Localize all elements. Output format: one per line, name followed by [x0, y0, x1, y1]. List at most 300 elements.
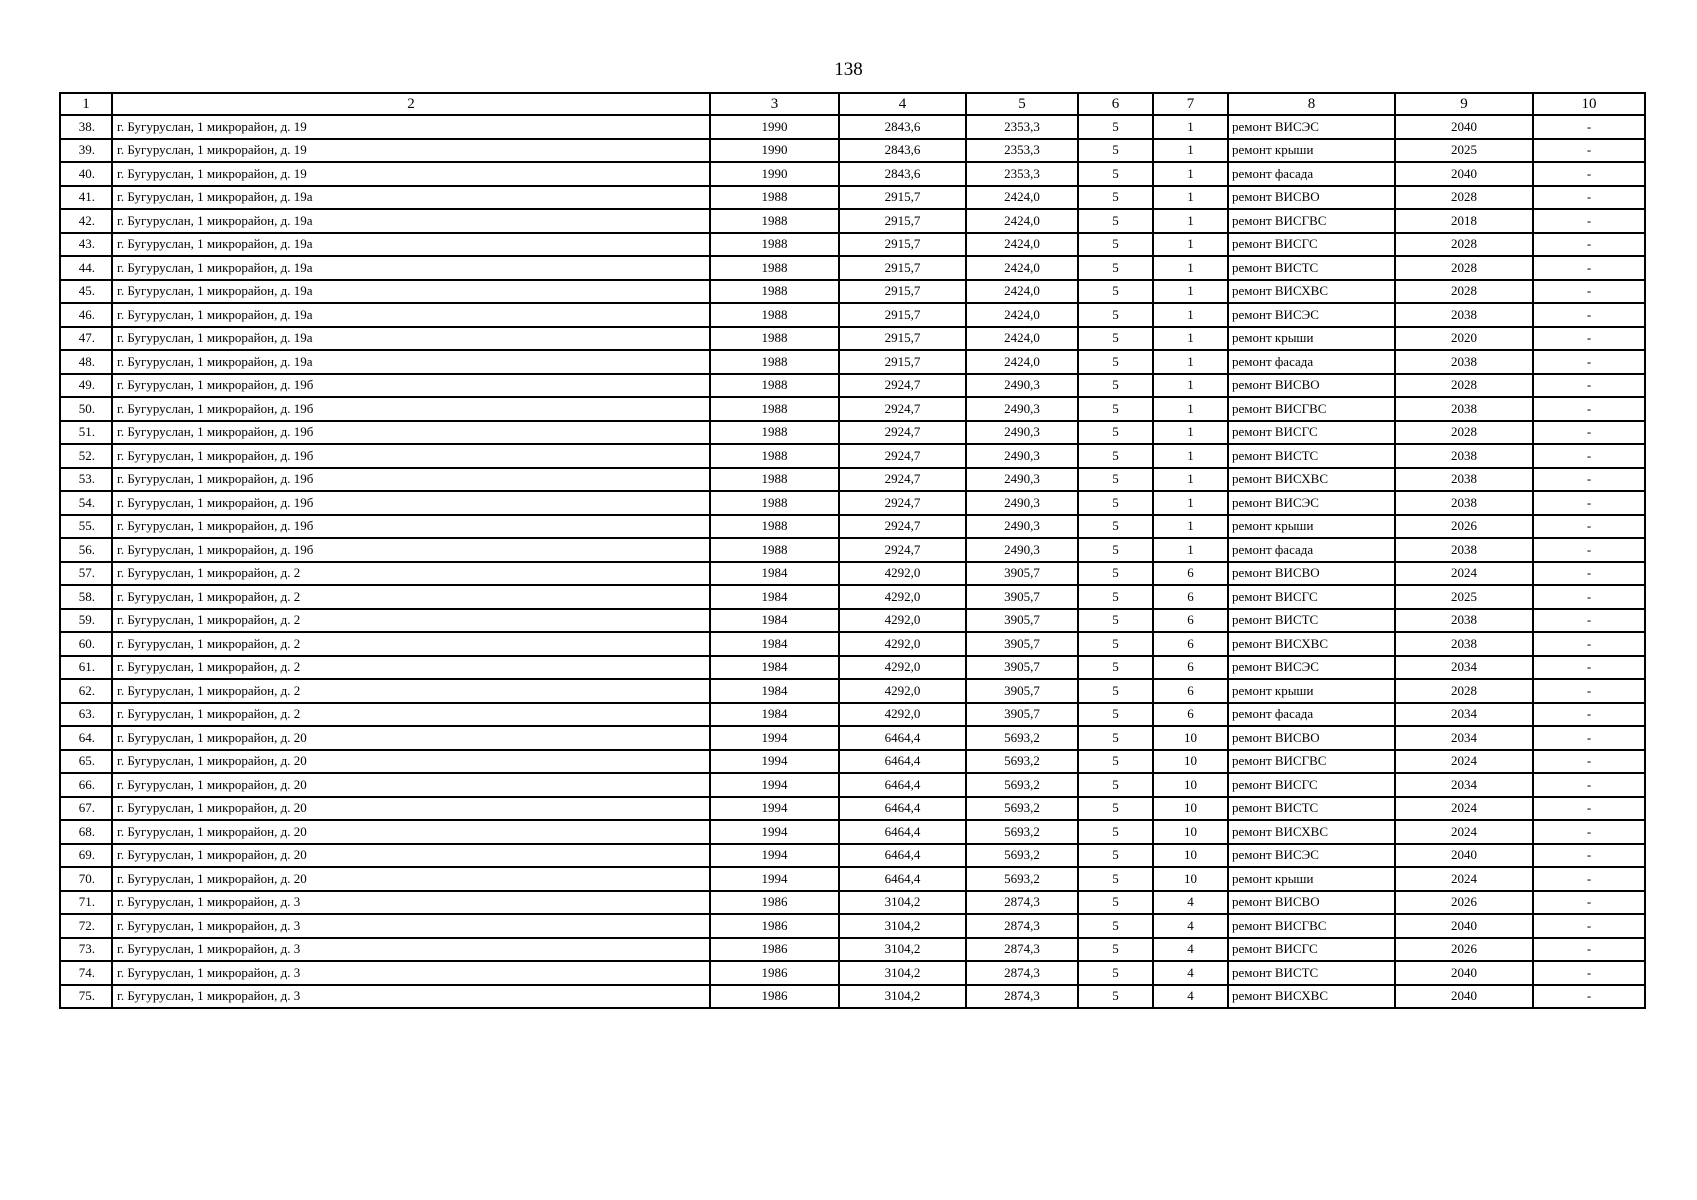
note-cell: -	[1533, 820, 1645, 844]
planned-year-cell: 2024	[1395, 867, 1533, 891]
repair-type-cell: ремонт ВИСВО	[1228, 891, 1395, 915]
floors-cell: 5	[1078, 397, 1153, 421]
floors-cell: 5	[1078, 280, 1153, 304]
floors-cell: 5	[1078, 209, 1153, 233]
column-header-5: 5	[966, 93, 1078, 115]
floors-cell: 5	[1078, 350, 1153, 374]
total-area-cell: 4292,0	[839, 632, 966, 656]
table-row	[60, 562, 1645, 586]
planned-year-cell: 2034	[1395, 703, 1533, 727]
row-number-cell: 68.	[60, 820, 112, 844]
note-cell: -	[1533, 773, 1645, 797]
table-row	[60, 468, 1645, 492]
year-built-cell: 1988	[710, 209, 839, 233]
entrances-cell: 6	[1153, 585, 1228, 609]
note-cell: -	[1533, 938, 1645, 962]
living-area-cell: 5693,2	[966, 820, 1078, 844]
row-number-cell: 70.	[60, 867, 112, 891]
column-header-8: 8	[1228, 93, 1395, 115]
total-area-cell: 3104,2	[839, 938, 966, 962]
address-cell: г. Бугуруслан, 1 микрорайон, д. 19а	[112, 209, 710, 233]
year-built-cell: 1988	[710, 421, 839, 445]
floors-cell: 5	[1078, 656, 1153, 680]
row-number-cell: 56.	[60, 538, 112, 562]
entrances-cell: 1	[1153, 209, 1228, 233]
note-cell: -	[1533, 656, 1645, 680]
address-cell: г. Бугуруслан, 1 микрорайон, д. 20	[112, 844, 710, 868]
total-area-cell: 2915,7	[839, 209, 966, 233]
planned-year-cell: 2025	[1395, 139, 1533, 163]
floors-cell: 5	[1078, 256, 1153, 280]
row-number-cell: 58.	[60, 585, 112, 609]
floors-cell: 5	[1078, 773, 1153, 797]
address-cell: г. Бугуруслан, 1 микрорайон, д. 3	[112, 891, 710, 915]
address-cell: г. Бугуруслан, 1 микрорайон, д. 19а	[112, 350, 710, 374]
address-cell: г. Бугуруслан, 1 микрорайон, д. 20	[112, 773, 710, 797]
address-cell: г. Бугуруслан, 1 микрорайон, д. 3	[112, 914, 710, 938]
entrances-cell: 1	[1153, 115, 1228, 139]
planned-year-cell: 2028	[1395, 280, 1533, 304]
note-cell: -	[1533, 726, 1645, 750]
living-area-cell: 2490,3	[966, 444, 1078, 468]
row-number-cell: 71.	[60, 891, 112, 915]
planned-year-cell: 2024	[1395, 820, 1533, 844]
repair-type-cell: ремонт ВИСХВС	[1228, 632, 1395, 656]
repair-type-cell: ремонт крыши	[1228, 327, 1395, 351]
total-area-cell: 6464,4	[839, 773, 966, 797]
floors-cell: 5	[1078, 961, 1153, 985]
entrances-cell: 4	[1153, 961, 1228, 985]
table-row	[60, 491, 1645, 515]
note-cell: -	[1533, 139, 1645, 163]
floors-cell: 5	[1078, 703, 1153, 727]
planned-year-cell: 2038	[1395, 491, 1533, 515]
row-number-cell: 51.	[60, 421, 112, 445]
repair-type-cell: ремонт ВИСТС	[1228, 961, 1395, 985]
address-cell: г. Бугуруслан, 1 микрорайон, д. 2	[112, 585, 710, 609]
year-built-cell: 1988	[710, 233, 839, 257]
address-cell: г. Бугуруслан, 1 микрорайон, д. 19б	[112, 538, 710, 562]
repair-type-cell: ремонт крыши	[1228, 139, 1395, 163]
entrances-cell: 1	[1153, 397, 1228, 421]
row-number-cell: 67.	[60, 797, 112, 821]
address-cell: г. Бугуруслан, 1 микрорайон, д. 19б	[112, 374, 710, 398]
address-cell: г. Бугуруслан, 1 микрорайон, д. 19б	[112, 444, 710, 468]
address-cell: г. Бугуруслан, 1 микрорайон, д. 19б	[112, 491, 710, 515]
planned-year-cell: 2038	[1395, 397, 1533, 421]
floors-cell: 5	[1078, 820, 1153, 844]
repair-type-cell: ремонт ВИСТС	[1228, 256, 1395, 280]
entrances-cell: 10	[1153, 820, 1228, 844]
total-area-cell: 6464,4	[839, 867, 966, 891]
note-cell: -	[1533, 538, 1645, 562]
planned-year-cell: 2034	[1395, 656, 1533, 680]
address-cell: г. Бугуруслан, 1 микрорайон, д. 20	[112, 820, 710, 844]
planned-year-cell: 2026	[1395, 891, 1533, 915]
address-cell: г. Бугуруслан, 1 микрорайон, д. 19а	[112, 303, 710, 327]
row-number-cell: 38.	[60, 115, 112, 139]
living-area-cell: 3905,7	[966, 609, 1078, 633]
living-area-cell: 2424,0	[966, 303, 1078, 327]
total-area-cell: 2924,7	[839, 397, 966, 421]
row-number-cell: 55.	[60, 515, 112, 539]
row-number-cell: 43.	[60, 233, 112, 257]
address-cell: г. Бугуруслан, 1 микрорайон, д. 19а	[112, 233, 710, 257]
table-row	[60, 703, 1645, 727]
planned-year-cell: 2020	[1395, 327, 1533, 351]
note-cell: -	[1533, 350, 1645, 374]
year-built-cell: 1994	[710, 773, 839, 797]
entrances-cell: 1	[1153, 468, 1228, 492]
planned-year-cell: 2034	[1395, 773, 1533, 797]
planned-year-cell: 2040	[1395, 844, 1533, 868]
row-number-cell: 72.	[60, 914, 112, 938]
row-number-cell: 75.	[60, 985, 112, 1009]
entrances-cell: 4	[1153, 914, 1228, 938]
note-cell: -	[1533, 468, 1645, 492]
entrances-cell: 1	[1153, 515, 1228, 539]
year-built-cell: 1984	[710, 679, 839, 703]
note-cell: -	[1533, 867, 1645, 891]
address-cell: г. Бугуруслан, 1 микрорайон, д. 2	[112, 609, 710, 633]
row-number-cell: 42.	[60, 209, 112, 233]
total-area-cell: 2915,7	[839, 233, 966, 257]
entrances-cell: 1	[1153, 491, 1228, 515]
floors-cell: 5	[1078, 632, 1153, 656]
repair-type-cell: ремонт ВИСВО	[1228, 374, 1395, 398]
repair-type-cell: ремонт ВИСХВС	[1228, 820, 1395, 844]
note-cell: -	[1533, 374, 1645, 398]
address-cell: г. Бугуруслан, 1 микрорайон, д. 19	[112, 162, 710, 186]
living-area-cell: 2353,3	[966, 139, 1078, 163]
living-area-cell: 2424,0	[966, 209, 1078, 233]
row-number-cell: 64.	[60, 726, 112, 750]
living-area-cell: 5693,2	[966, 726, 1078, 750]
living-area-cell: 2490,3	[966, 515, 1078, 539]
living-area-cell: 2874,3	[966, 961, 1078, 985]
year-built-cell: 1994	[710, 820, 839, 844]
table-row	[60, 914, 1645, 938]
year-built-cell: 1988	[710, 515, 839, 539]
planned-year-cell: 2028	[1395, 421, 1533, 445]
repair-type-cell: ремонт ВИСХВС	[1228, 468, 1395, 492]
table-row	[60, 797, 1645, 821]
table-row	[60, 585, 1645, 609]
table-row	[60, 820, 1645, 844]
total-area-cell: 2843,6	[839, 139, 966, 163]
total-area-cell: 2843,6	[839, 115, 966, 139]
year-built-cell: 1994	[710, 726, 839, 750]
floors-cell: 5	[1078, 303, 1153, 327]
note-cell: -	[1533, 327, 1645, 351]
floors-cell: 5	[1078, 938, 1153, 962]
row-number-cell: 65.	[60, 750, 112, 774]
table-row	[60, 750, 1645, 774]
repair-type-cell: ремонт ВИСВО	[1228, 726, 1395, 750]
floors-cell: 5	[1078, 726, 1153, 750]
living-area-cell: 2424,0	[966, 280, 1078, 304]
note-cell: -	[1533, 491, 1645, 515]
living-area-cell: 2874,3	[966, 914, 1078, 938]
table-row	[60, 162, 1645, 186]
column-header-1: 1	[60, 93, 112, 115]
entrances-cell: 1	[1153, 303, 1228, 327]
total-area-cell: 4292,0	[839, 679, 966, 703]
planned-year-cell: 2028	[1395, 374, 1533, 398]
table-body	[60, 115, 1645, 1008]
entrances-cell: 10	[1153, 773, 1228, 797]
table-row	[60, 656, 1645, 680]
total-area-cell: 4292,0	[839, 703, 966, 727]
table-row	[60, 280, 1645, 304]
total-area-cell: 2915,7	[839, 350, 966, 374]
table-row	[60, 609, 1645, 633]
table-row	[60, 303, 1645, 327]
year-built-cell: 1988	[710, 538, 839, 562]
year-built-cell: 1984	[710, 585, 839, 609]
repair-type-cell: ремонт ВИСГВС	[1228, 209, 1395, 233]
planned-year-cell: 2040	[1395, 961, 1533, 985]
address-cell: г. Бугуруслан, 1 микрорайон, д. 19	[112, 139, 710, 163]
floors-cell: 5	[1078, 491, 1153, 515]
entrances-cell: 1	[1153, 538, 1228, 562]
address-cell: г. Бугуруслан, 1 микрорайон, д. 19а	[112, 280, 710, 304]
repair-type-cell: ремонт ВИСЭС	[1228, 491, 1395, 515]
floors-cell: 5	[1078, 327, 1153, 351]
total-area-cell: 3104,2	[839, 985, 966, 1009]
row-number-cell: 74.	[60, 961, 112, 985]
entrances-cell: 4	[1153, 938, 1228, 962]
row-number-cell: 60.	[60, 632, 112, 656]
address-cell: г. Бугуруслан, 1 микрорайон, д. 19а	[112, 327, 710, 351]
total-area-cell: 4292,0	[839, 609, 966, 633]
repair-type-cell: ремонт ВИСВО	[1228, 186, 1395, 210]
living-area-cell: 3905,7	[966, 679, 1078, 703]
living-area-cell: 3905,7	[966, 585, 1078, 609]
note-cell: -	[1533, 562, 1645, 586]
entrances-cell: 10	[1153, 844, 1228, 868]
note-cell: -	[1533, 844, 1645, 868]
year-built-cell: 1990	[710, 162, 839, 186]
row-number-cell: 57.	[60, 562, 112, 586]
row-number-cell: 40.	[60, 162, 112, 186]
planned-year-cell: 2038	[1395, 303, 1533, 327]
note-cell: -	[1533, 115, 1645, 139]
row-number-cell: 66.	[60, 773, 112, 797]
table-row	[60, 679, 1645, 703]
planned-year-cell: 2028	[1395, 679, 1533, 703]
year-built-cell: 1986	[710, 961, 839, 985]
planned-year-cell: 2040	[1395, 985, 1533, 1009]
table-row	[60, 397, 1645, 421]
year-built-cell: 1988	[710, 374, 839, 398]
planned-year-cell: 2038	[1395, 444, 1533, 468]
column-header-9: 9	[1395, 93, 1533, 115]
planned-year-cell: 2024	[1395, 562, 1533, 586]
planned-year-cell: 2026	[1395, 938, 1533, 962]
planned-year-cell: 2034	[1395, 726, 1533, 750]
total-area-cell: 2924,7	[839, 515, 966, 539]
page-number: 138	[834, 59, 863, 80]
repair-type-cell: ремонт ВИСГВС	[1228, 914, 1395, 938]
note-cell: -	[1533, 209, 1645, 233]
year-built-cell: 1990	[710, 115, 839, 139]
repair-type-cell: ремонт ВИСГС	[1228, 773, 1395, 797]
repair-type-cell: ремонт ВИСГС	[1228, 585, 1395, 609]
floors-cell: 5	[1078, 797, 1153, 821]
living-area-cell: 3905,7	[966, 562, 1078, 586]
table-header-row	[60, 93, 1645, 115]
repair-type-cell: ремонт крыши	[1228, 515, 1395, 539]
repair-type-cell: ремонт фасада	[1228, 538, 1395, 562]
note-cell: -	[1533, 750, 1645, 774]
repair-type-cell: ремонт ВИСГВС	[1228, 750, 1395, 774]
row-number-cell: 53.	[60, 468, 112, 492]
living-area-cell: 2424,0	[966, 233, 1078, 257]
note-cell: -	[1533, 703, 1645, 727]
living-area-cell: 5693,2	[966, 844, 1078, 868]
table-row	[60, 538, 1645, 562]
floors-cell: 5	[1078, 374, 1153, 398]
row-number-cell: 39.	[60, 139, 112, 163]
total-area-cell: 3104,2	[839, 914, 966, 938]
column-header-6: 6	[1078, 93, 1153, 115]
row-number-cell: 63.	[60, 703, 112, 727]
address-cell: г. Бугуруслан, 1 микрорайон, д. 19б	[112, 515, 710, 539]
living-area-cell: 2490,3	[966, 491, 1078, 515]
table-row	[60, 139, 1645, 163]
repair-type-cell: ремонт ВИСГС	[1228, 233, 1395, 257]
address-cell: г. Бугуруслан, 1 микрорайон, д. 3	[112, 961, 710, 985]
note-cell: -	[1533, 679, 1645, 703]
repair-type-cell: ремонт ВИСГС	[1228, 938, 1395, 962]
address-cell: г. Бугуруслан, 1 микрорайон, д. 2	[112, 703, 710, 727]
address-cell: г. Бугуруслан, 1 микрорайон, д. 20	[112, 867, 710, 891]
living-area-cell: 2874,3	[966, 938, 1078, 962]
table-row	[60, 632, 1645, 656]
entrances-cell: 6	[1153, 656, 1228, 680]
note-cell: -	[1533, 914, 1645, 938]
total-area-cell: 2915,7	[839, 327, 966, 351]
floors-cell: 5	[1078, 186, 1153, 210]
year-built-cell: 1986	[710, 891, 839, 915]
table-row	[60, 985, 1645, 1009]
living-area-cell: 3905,7	[966, 632, 1078, 656]
living-area-cell: 2874,3	[966, 985, 1078, 1009]
total-area-cell: 2915,7	[839, 303, 966, 327]
row-number-cell: 47.	[60, 327, 112, 351]
entrances-cell: 10	[1153, 867, 1228, 891]
floors-cell: 5	[1078, 233, 1153, 257]
floors-cell: 5	[1078, 139, 1153, 163]
planned-year-cell: 2024	[1395, 750, 1533, 774]
repair-type-cell: ремонт ВИСТС	[1228, 444, 1395, 468]
living-area-cell: 5693,2	[966, 750, 1078, 774]
living-area-cell: 2424,0	[966, 350, 1078, 374]
living-area-cell: 2424,0	[966, 186, 1078, 210]
table-row	[60, 867, 1645, 891]
entrances-cell: 10	[1153, 797, 1228, 821]
note-cell: -	[1533, 515, 1645, 539]
table-row	[60, 327, 1645, 351]
row-number-cell: 46.	[60, 303, 112, 327]
entrances-cell: 4	[1153, 891, 1228, 915]
note-cell: -	[1533, 421, 1645, 445]
entrances-cell: 1	[1153, 139, 1228, 163]
address-cell: г. Бугуруслан, 1 микрорайон, д. 20	[112, 797, 710, 821]
table-row	[60, 115, 1645, 139]
row-number-cell: 41.	[60, 186, 112, 210]
address-cell: г. Бугуруслан, 1 микрорайон, д. 19б	[112, 421, 710, 445]
planned-year-cell: 2038	[1395, 468, 1533, 492]
address-cell: г. Бугуруслан, 1 микрорайон, д. 3	[112, 985, 710, 1009]
entrances-cell: 1	[1153, 374, 1228, 398]
planned-year-cell: 2038	[1395, 632, 1533, 656]
living-area-cell: 2490,3	[966, 374, 1078, 398]
planned-year-cell: 2028	[1395, 186, 1533, 210]
table-row	[60, 938, 1645, 962]
entrances-cell: 1	[1153, 233, 1228, 257]
total-area-cell: 2924,7	[839, 444, 966, 468]
total-area-cell: 3104,2	[839, 891, 966, 915]
year-built-cell: 1988	[710, 444, 839, 468]
address-cell: г. Бугуруслан, 1 микрорайон, д. 19б	[112, 397, 710, 421]
total-area-cell: 4292,0	[839, 562, 966, 586]
year-built-cell: 1986	[710, 938, 839, 962]
planned-year-cell: 2040	[1395, 914, 1533, 938]
total-area-cell: 6464,4	[839, 750, 966, 774]
floors-cell: 5	[1078, 538, 1153, 562]
total-area-cell: 2924,7	[839, 468, 966, 492]
planned-year-cell: 2018	[1395, 209, 1533, 233]
floors-cell: 5	[1078, 115, 1153, 139]
floors-cell: 5	[1078, 444, 1153, 468]
table-row	[60, 844, 1645, 868]
repair-type-cell: ремонт фасада	[1228, 703, 1395, 727]
row-number-cell: 73.	[60, 938, 112, 962]
year-built-cell: 1984	[710, 562, 839, 586]
address-cell: г. Бугуруслан, 1 микрорайон, д. 2	[112, 656, 710, 680]
note-cell: -	[1533, 891, 1645, 915]
note-cell: -	[1533, 797, 1645, 821]
table-row	[60, 773, 1645, 797]
year-built-cell: 1994	[710, 844, 839, 868]
planned-year-cell: 2028	[1395, 233, 1533, 257]
living-area-cell: 3905,7	[966, 656, 1078, 680]
note-cell: -	[1533, 303, 1645, 327]
living-area-cell: 2353,3	[966, 162, 1078, 186]
table-row	[60, 256, 1645, 280]
year-built-cell: 1994	[710, 797, 839, 821]
year-built-cell: 1988	[710, 280, 839, 304]
living-area-cell: 5693,2	[966, 773, 1078, 797]
repair-type-cell: ремонт ВИСТС	[1228, 797, 1395, 821]
repair-type-cell: ремонт фасада	[1228, 162, 1395, 186]
floors-cell: 5	[1078, 421, 1153, 445]
floors-cell: 5	[1078, 985, 1153, 1009]
year-built-cell: 1990	[710, 139, 839, 163]
table-row	[60, 374, 1645, 398]
planned-year-cell: 2025	[1395, 585, 1533, 609]
total-area-cell: 2915,7	[839, 186, 966, 210]
year-built-cell: 1986	[710, 985, 839, 1009]
repair-schedule-table	[59, 92, 1646, 1009]
column-header-4: 4	[839, 93, 966, 115]
floors-cell: 5	[1078, 562, 1153, 586]
repair-type-cell: ремонт ВИСЭС	[1228, 656, 1395, 680]
row-number-cell: 44.	[60, 256, 112, 280]
note-cell: -	[1533, 444, 1645, 468]
